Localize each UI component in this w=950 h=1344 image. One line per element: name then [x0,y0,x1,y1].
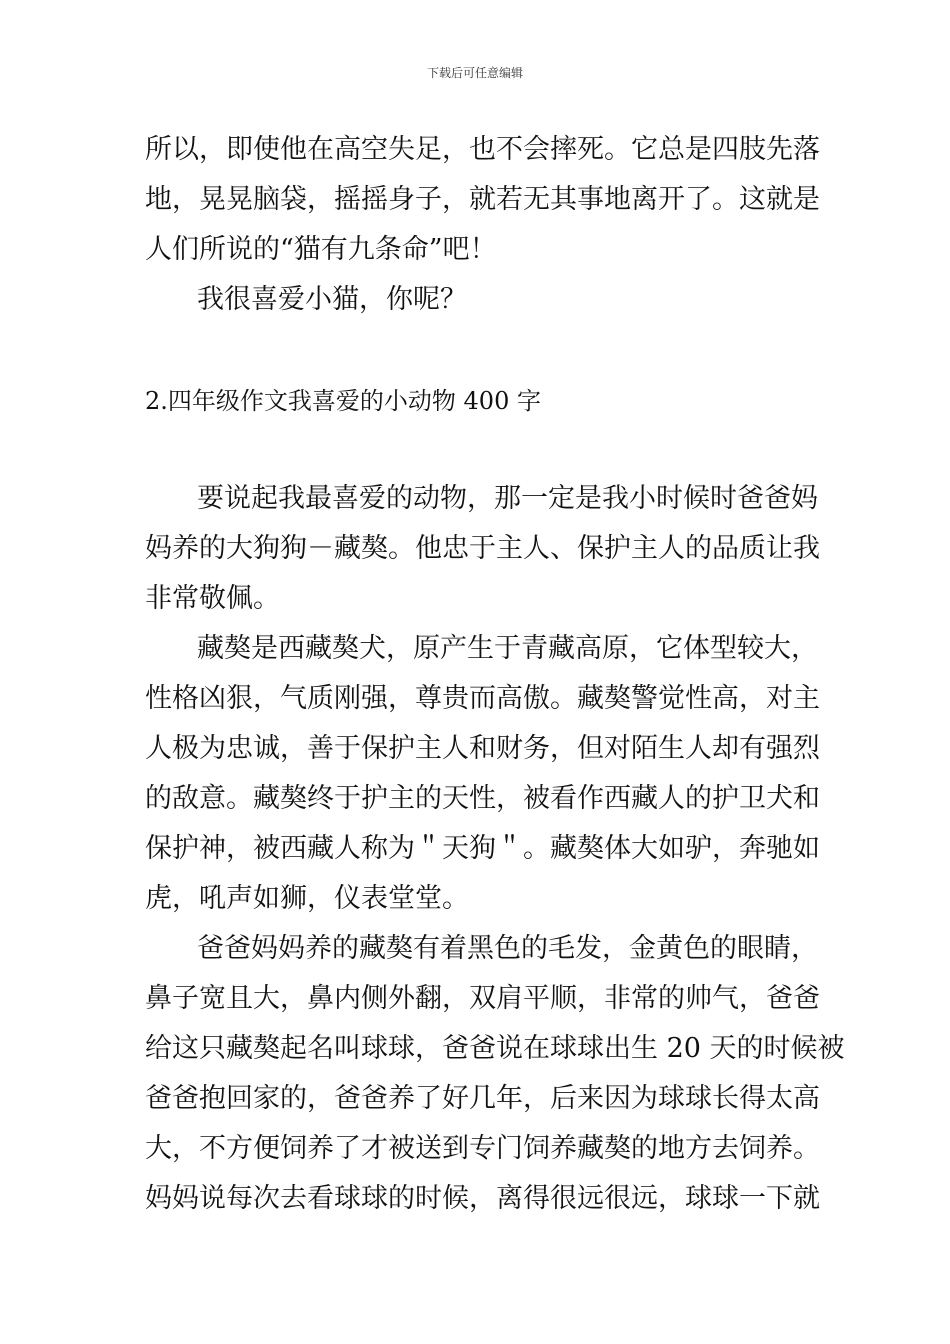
text-line: 给这只藏獒起名叫球球，爸爸说在球球出生 20 天的时候被 [145,1033,845,1064]
page-header: 下载后可任意编辑 [426,66,523,80]
text-line: 所以，即使他在高空失足，也不会摔死。它总是四肢先落 [145,134,820,165]
text-line: 爸爸妈妈养的藏獒有着黑色的毛发，金黄色的眼睛， [197,933,818,964]
text-line: 爸爸抱回家的，爸爸养了好几年，后来因为球球长得太高 [145,1083,820,1114]
text-line: 的敌意。藏獒终于护主的天性，被看作西藏人的护卫犬和 [145,783,820,814]
text-line: 保护神，被西藏人称为＂天狗＂。藏獒体大如驴，奔驰如 [145,833,820,864]
text-line: 人极为忠诚，善于保护主人和财务，但对陌生人却有强烈 [145,733,820,764]
text-line: 性格凶狠，气质刚强，尊贵而高傲。藏獒警觉性高，对主 [145,683,820,714]
text-line: 地，晃晃脑袋，摇摇身子，就若无其事地离开了。这就是 [145,184,820,215]
text-line: 非常敬佩。 [145,583,280,614]
text-line: 藏獒是西藏獒犬，原产生于青藏高原，它体型较大， [197,633,818,664]
text-line: 妈养的大狗狗－藏獒。他忠于主人、保护主人的品质让我 [145,533,820,564]
text-line: 鼻子宽且大，鼻内侧外翻，双肩平顺，非常的帅气，爸爸 [145,983,820,1014]
text-line: 要说起我最喜爱的动物，那一定是我小时候时爸爸妈 [197,483,818,514]
text-line: 大，不方便饲养了才被送到专门饲养藏獒的地方去饲养。 [145,1133,820,1164]
section-title: 2.四年级作文我喜爱的小动物 400 字 [145,387,541,415]
text-line: 妈妈说每次去看球球的时候，离得很远很远，球球一下就 [145,1183,820,1214]
text-line: 我很喜爱小猫，你呢？ [197,284,467,315]
text-line: 人们所说的“猫有九条命”吧！ [145,234,497,265]
text-line: 虎，吼声如狮，仪表堂堂。 [145,883,469,914]
